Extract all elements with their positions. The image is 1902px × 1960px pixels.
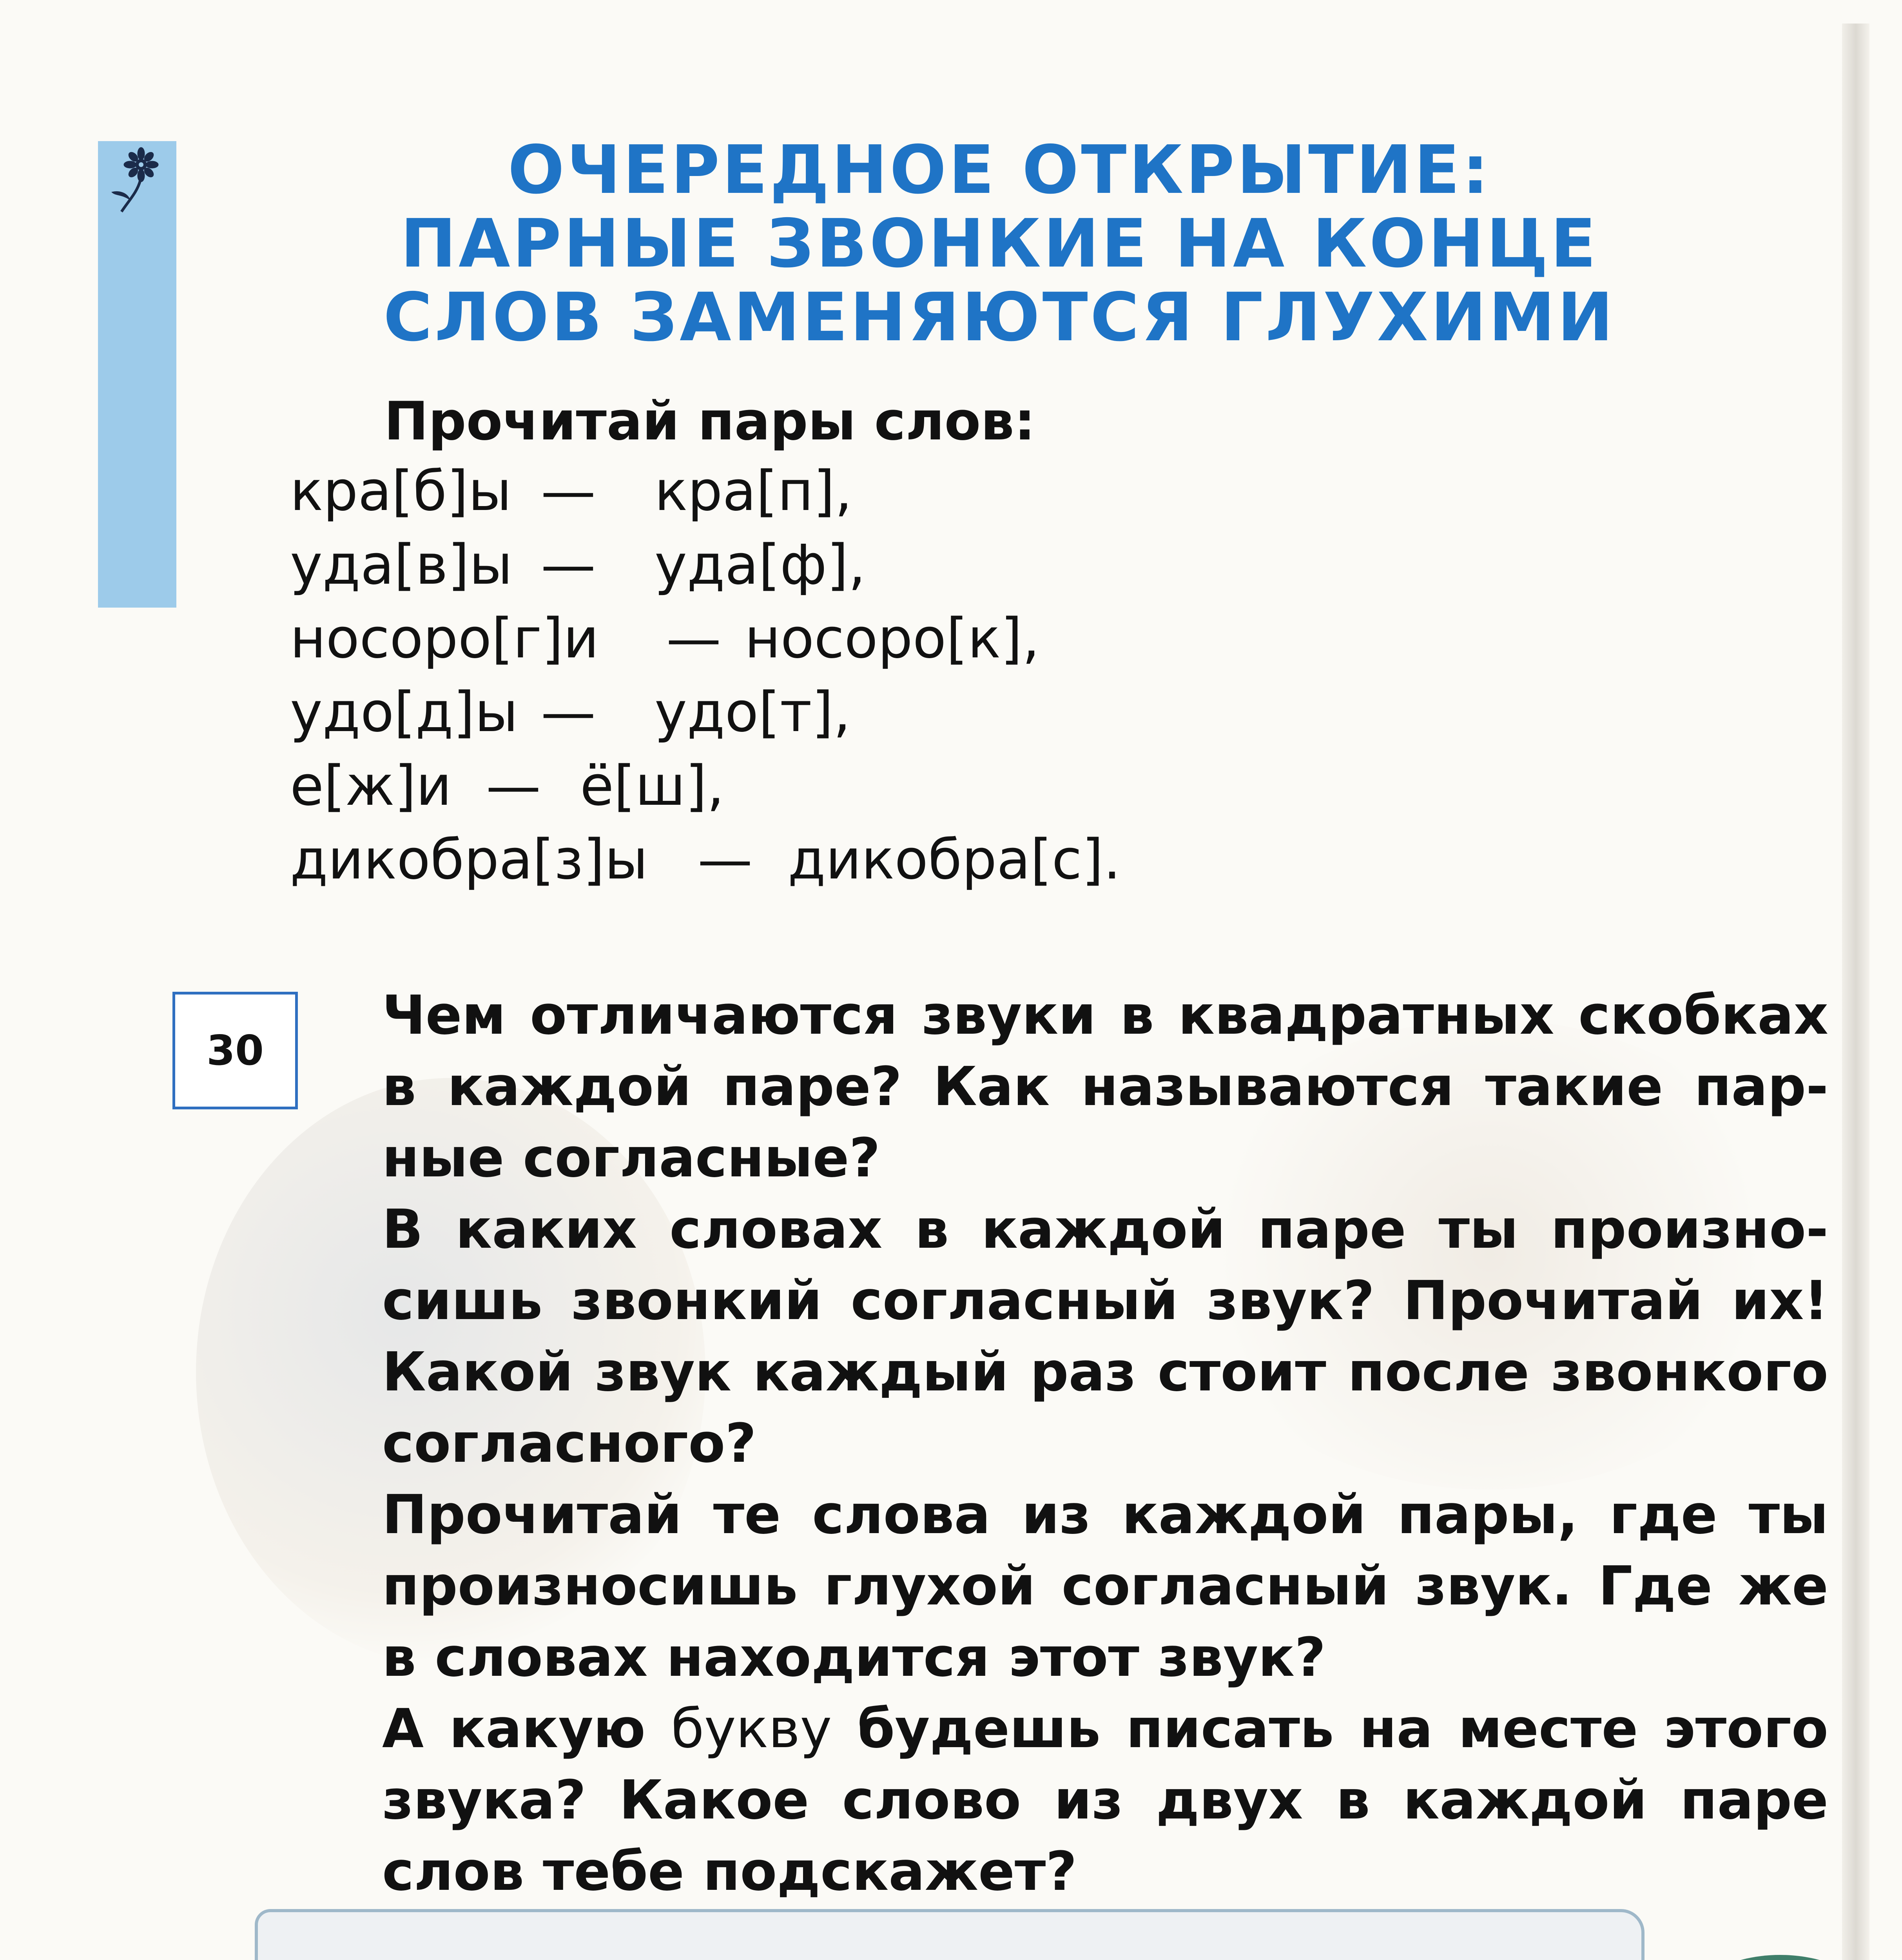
voiced-word: дикобра[з]ы xyxy=(290,828,648,892)
pair-dash: — xyxy=(541,533,596,597)
pair-dash: — xyxy=(486,754,541,818)
word-pair-row xyxy=(290,750,1544,823)
pair-dash: — xyxy=(541,681,596,744)
heading-line: СЛОВ ЗАМЕНЯЮТСЯ ГЛУХИМИ xyxy=(383,279,1616,356)
pair-dash: — xyxy=(541,459,596,523)
heading-line: ПАРНЫЕ ЗВОНКИЕ НА КОНЦЕ xyxy=(400,205,1599,283)
voiced-word: уда[в]ы xyxy=(290,533,513,597)
word-pair-row xyxy=(290,676,1544,750)
section-heading xyxy=(353,133,1646,354)
voiced-word: носоро[г]и xyxy=(290,607,599,671)
rule-scroll-frame xyxy=(255,1909,1645,1960)
voiced-word: е[ж]и xyxy=(290,754,452,818)
pair-dash: — xyxy=(666,607,721,671)
section-tab xyxy=(98,141,176,608)
voiceless-word: кра[п], xyxy=(655,459,852,523)
heading-line: ОЧЕРЕДНОЕ ОТКРЫТИЕ: xyxy=(508,131,1491,209)
pair-dash: — xyxy=(698,828,752,892)
word-pair-row xyxy=(290,455,1544,528)
voiceless-word: ё[ш], xyxy=(580,754,724,818)
question-paragraph: В каких словах в каждой паре ты произносишь звонкий согласный звук? Прочитай их! Какой звук каждый раз стоит после звонкого согласного? xyxy=(382,1198,1828,1475)
exercise-number-box: 30 xyxy=(172,992,298,1109)
question-text: будешь писать на месте этого звука? Какое слово из двух в каждой паре слов тебе подскажет? xyxy=(382,1698,1828,1903)
voiceless-word: удо[т], xyxy=(655,681,851,744)
word-pair-row xyxy=(290,602,1544,676)
voiced-word: удо[д]ы xyxy=(290,681,518,744)
intro-prompt: Прочитай пары слов: xyxy=(384,390,1035,452)
question-paragraph: Прочитай те слова из каждой пары, где ты произносишь глухой согласный звук. Где же в словах находится этот звук? xyxy=(382,1484,1828,1689)
questions-block xyxy=(382,980,1828,1907)
page-edge xyxy=(1842,24,1869,1960)
word-pairs-list xyxy=(290,455,1544,897)
voiceless-word: носоро[к], xyxy=(745,607,1040,671)
bird-picture xyxy=(1623,1913,1858,1960)
question-paragraph: Чем отличаются звуки в квадратных скобках в каждой паре? Как называются такие парные согласные? xyxy=(382,984,1828,1189)
question-text: А какую xyxy=(382,1698,646,1760)
word-pair-row xyxy=(290,528,1544,602)
voiced-word: кра[б]ы xyxy=(290,459,512,523)
question-text-normal: букву xyxy=(671,1698,832,1760)
word-pair-row xyxy=(290,823,1544,897)
flower-icon xyxy=(106,145,169,216)
question-paragraph xyxy=(382,1693,1828,1907)
voiceless-word: дикобра[с]. xyxy=(788,828,1121,892)
voiceless-word: уда[ф], xyxy=(655,533,866,597)
